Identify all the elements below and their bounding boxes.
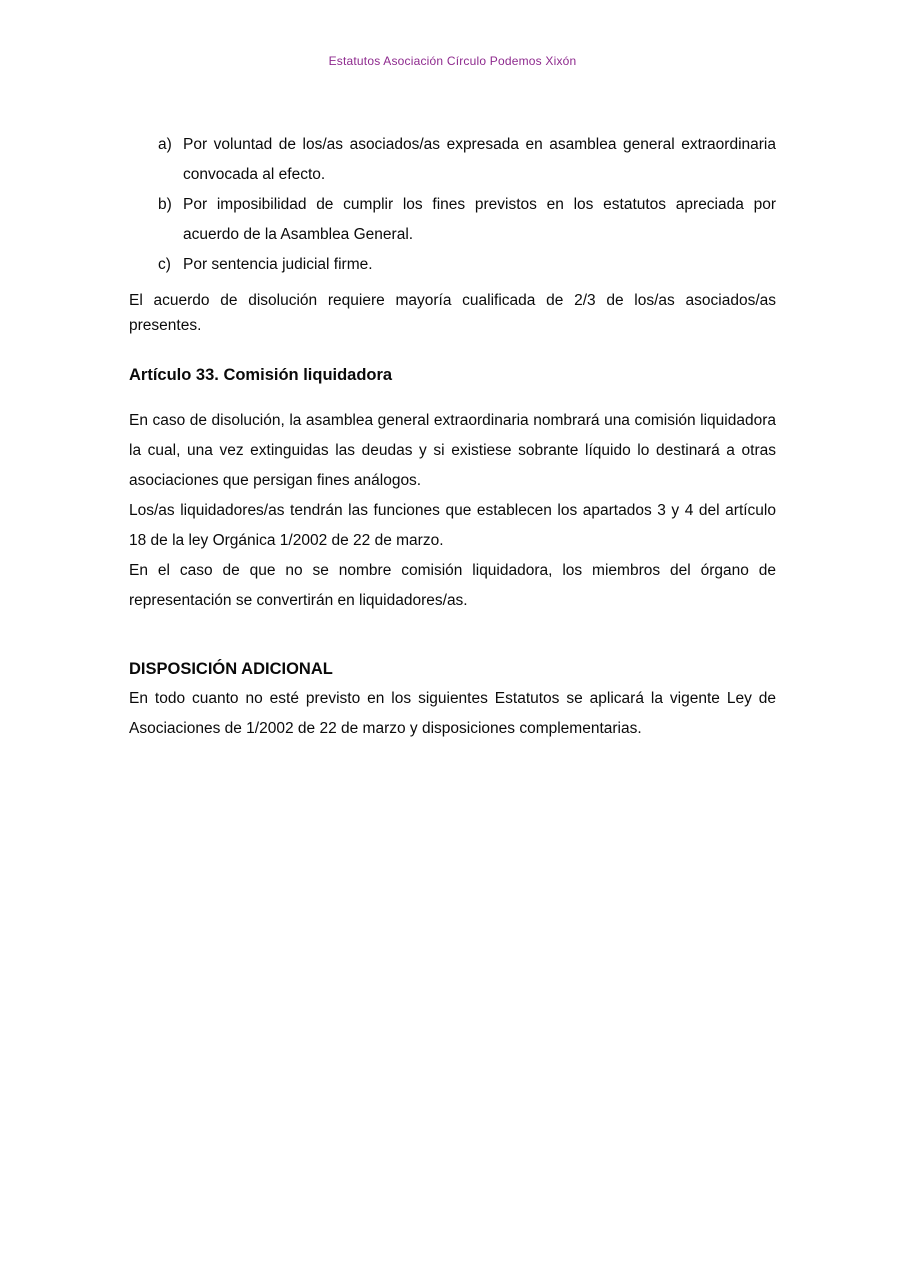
list-item [129, 250, 776, 280]
list-item-text: Por sentencia judicial firme. [183, 256, 373, 273]
list-item-marker: b) [158, 196, 172, 213]
disposicion-adicional-heading: DISPOSICIÓN ADICIONAL [129, 660, 333, 678]
list-item [129, 130, 776, 190]
disposicion-adicional-paragraph: En todo cuanto no esté previsto en los siguientes Estatutos se aplicará la vigente Ley de Asociaciones de 1/2002 de 22 de marzo y disposiciones complementarias. [129, 690, 776, 737]
document-body [129, 130, 776, 744]
list-item-marker: a) [158, 136, 172, 153]
article-33-heading: Artículo 33. Comisión liquidadora [129, 366, 393, 384]
article-33-paragraph: En caso de disolución, la asamblea general extraordinaria nombrará una comisión liquidadora la cual, una vez extinguidas las deudas y si existiese sobrante líquido lo destinará a otras asociaciones que persigan fines análogos. [129, 412, 776, 489]
list-item [129, 190, 776, 250]
dissolution-agreement-paragraph: El acuerdo de disolución requiere mayoría cualificada de 2/3 de los/as asociados/as presentes. [129, 292, 776, 334]
document-header-title: Estatutos Asociación Círculo Podemos Xixón [328, 54, 577, 68]
article-33-paragraph: Los/as liquidadores/as tendrán las funciones que establecen los apartados 3 y 4 del artículo 18 de la ley Orgánica 1/2002 de 22 de marzo. [129, 502, 776, 549]
list-item-text: Por imposibilidad de cumplir los fines previstos en los estatutos apreciada por acuerdo de la Asamblea General. [183, 196, 776, 243]
article-33-paragraph: En el caso de que no se nombre comisión liquidadora, los miembros del órgano de representación se convertirán en liquidadores/as. [129, 562, 776, 609]
list-item-text: Por voluntad de los/as asociados/as expresada en asamblea general extraordinaria convocada al efecto. [183, 136, 776, 183]
list-item-marker: c) [158, 256, 171, 273]
dissolution-causes-list [129, 130, 776, 280]
